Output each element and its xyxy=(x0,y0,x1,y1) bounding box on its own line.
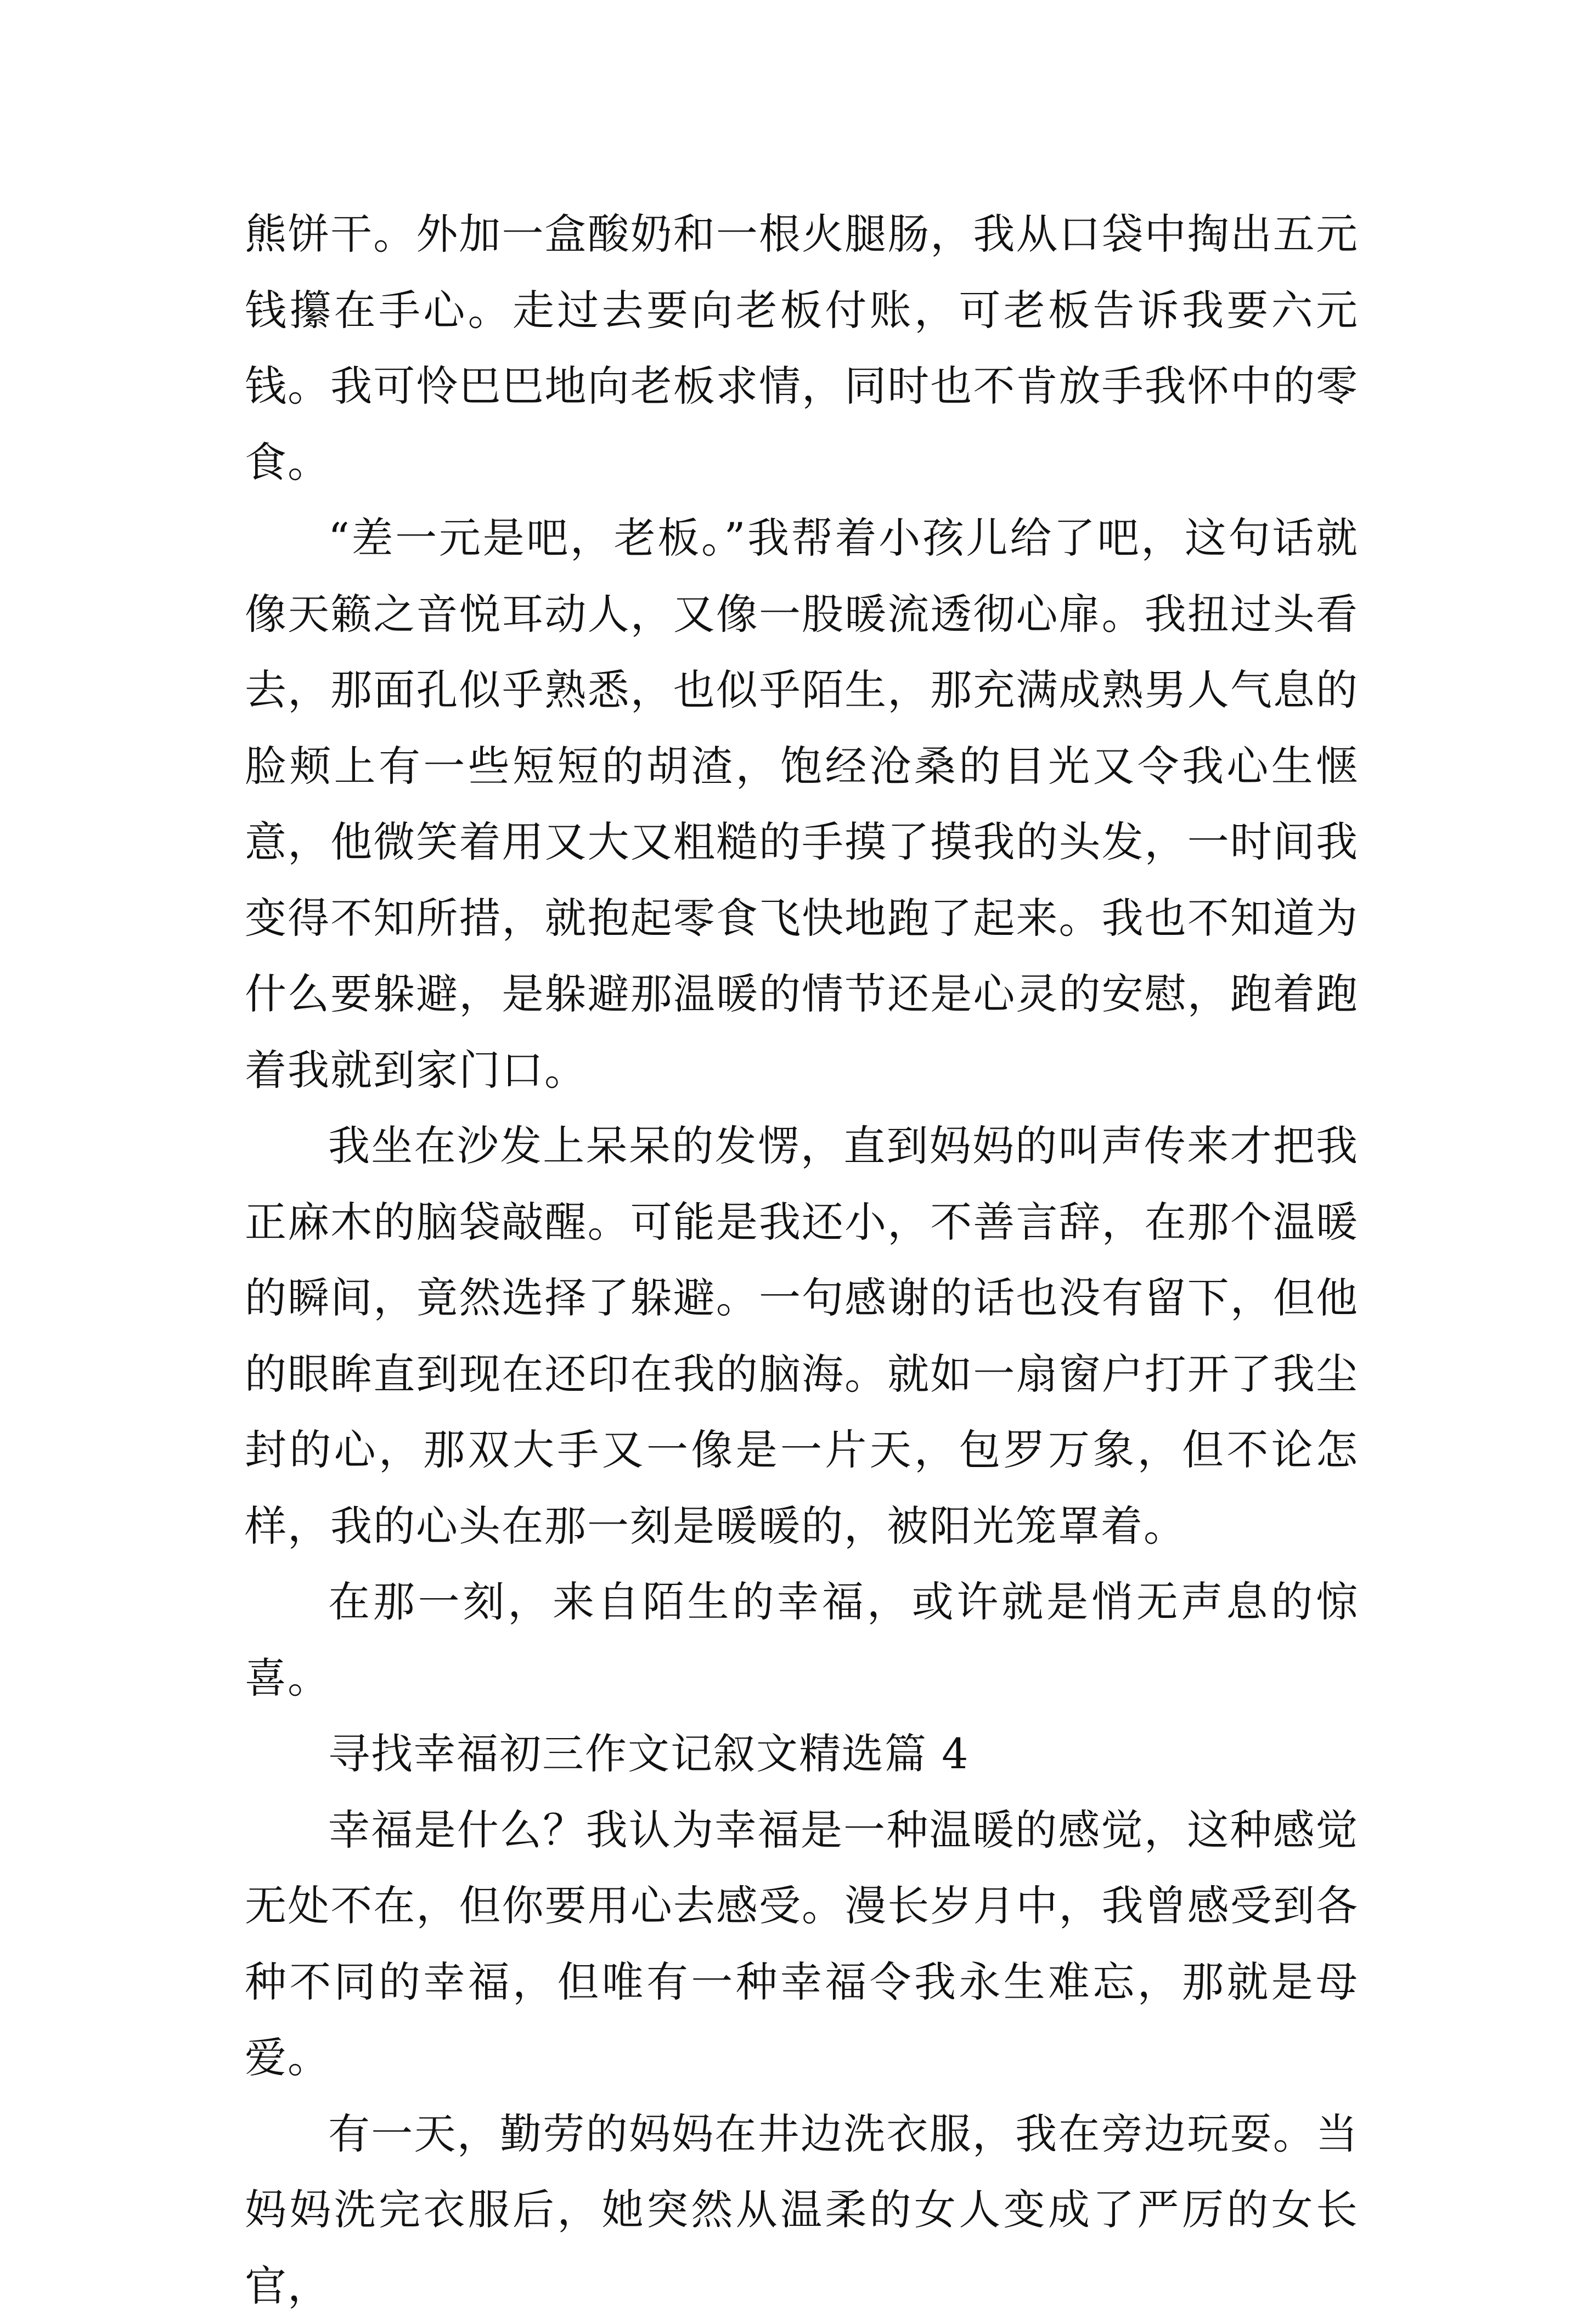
paragraph-5: 幸福是什么？我认为幸福是一种温暖的感觉，这种感觉无处不在，但你要用心去感受。漫长岁月中，我曾感受到各种不同的幸福，但唯有一种幸福令我永生难忘，那就是母爱。 xyxy=(245,1792,1359,2096)
paragraph-4: 在那一刻，来自陌生的幸福，或许就是悄无声息的惊喜。 xyxy=(245,1564,1359,1716)
document-body xyxy=(245,196,1359,2324)
paragraph-2: “差一元是吧，老板。”我帮着小孩儿给了吧，这句话就像天籁之音悦耳动人，又像一股暖流透彻心扉。我扭过头看去，那面孔似乎熟悉，也似乎陌生，那充满成熟男人气息的脸颊上有一些短短的胡渣，饱经沧桑的目光又令我心生惬意，他微笑着用又大又粗糙的手摸了摸我的头发，一时间我变得不知所措，就抱起零食飞快地跑了起来。我也不知道为什么要躲避，是躲避那温暖的情节还是心灵的安慰，跑着跑着我就到家门口。 xyxy=(245,500,1359,1108)
section-heading: 寻找幸福初三作文记叙文精选篇 4 xyxy=(245,1716,1359,1792)
paragraph-3: 我坐在沙发上呆呆的发愣，直到妈妈的叫声传来才把我正麻木的脑袋敲醒。可能是我还小，不善言辞，在那个温暖的瞬间，竟然选择了躲避。一句感谢的话也没有留下，但他的眼眸直到现在还印在我的脑海。就如一扇窗户打开了我尘封的心，那双大手又一像是一片天，包罗万象，但不论怎样，我的心头在那一刻是暖暖的，被阳光笼罩着。 xyxy=(245,1108,1359,1564)
paragraph-6: 有一天，勤劳的妈妈在井边洗衣服，我在旁边玩耍。当妈妈洗完衣服后，她突然从温柔的女人变成了严厉的女长官， xyxy=(245,2096,1359,2324)
paragraph-1: 熊饼干。外加一盒酸奶和一根火腿肠，我从口袋中掏出五元钱攥在手心。走过去要向老板付账，可老板告诉我要六元钱。我可怜巴巴地向老板求情，同时也不肯放手我怀中的零食。 xyxy=(245,196,1359,500)
